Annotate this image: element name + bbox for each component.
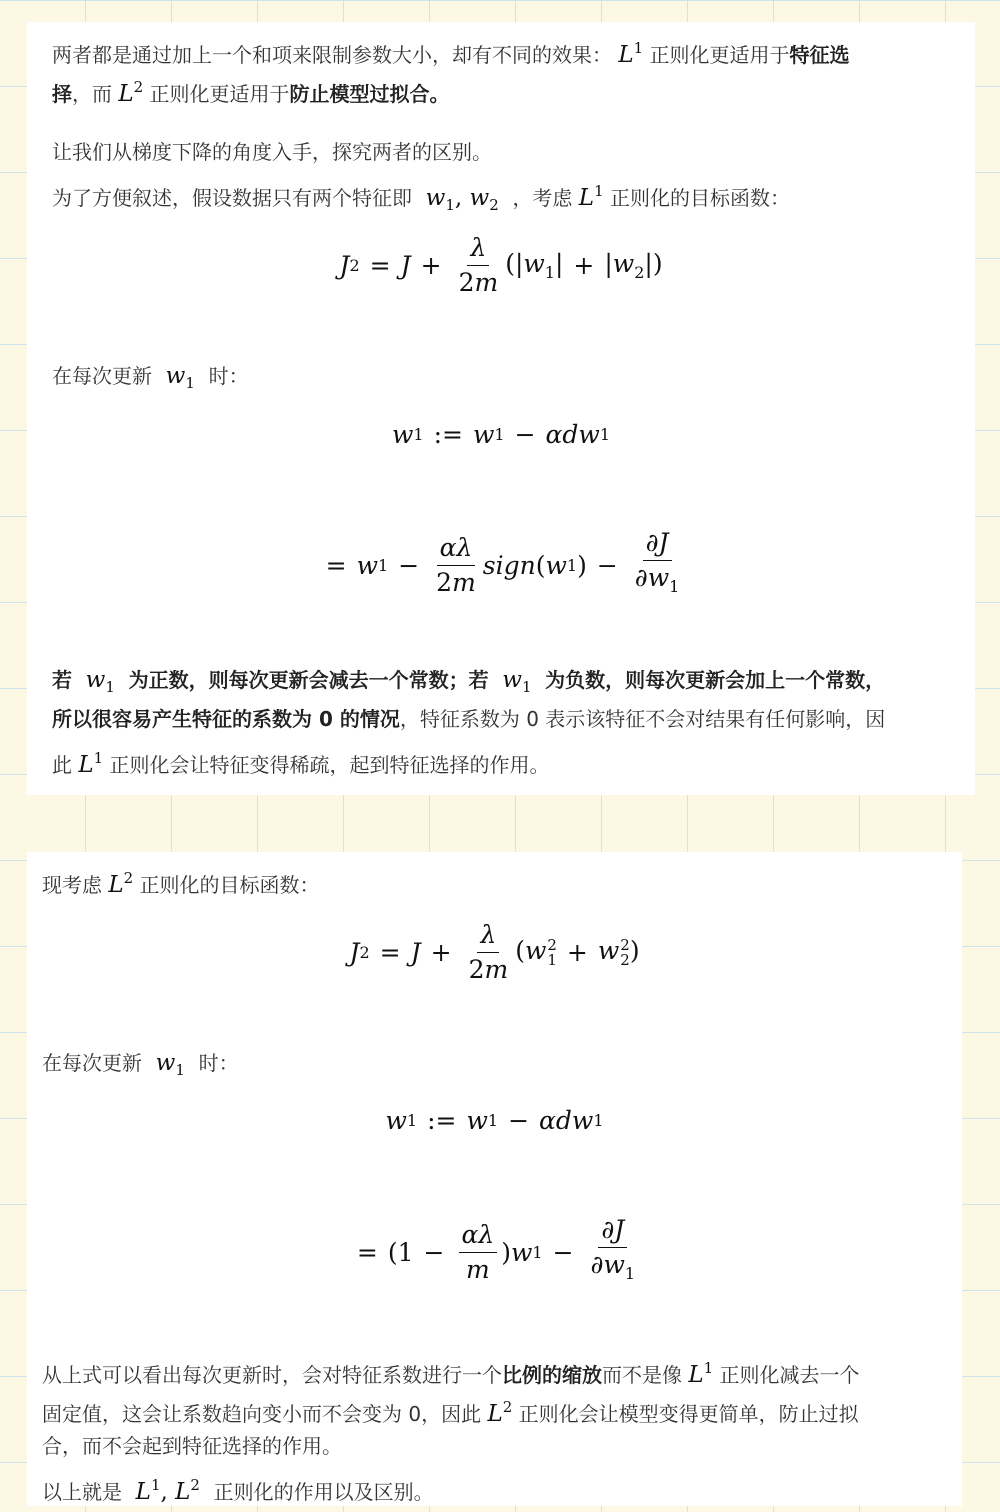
paragraph-update: 在每次更新 $w_1$ 时： [52,363,249,392]
equation-gradient-step-2: w 1 := w 1 − αdw 1 [385,1105,604,1135]
math-l1: $L^1$ [618,39,644,68]
paragraph-intro-cont: 择，而 $L^2$ 正则化更适用于防止模型过拟合。 [52,78,450,107]
equation-l2-update: = (1 − $\frac{\alpha\lambda}{m}$ ) w 1 − $\frac{\partial J}{\partial w_1}$ [356,1215,636,1284]
equation-l2-objective: J 2 = J + $\frac{\lambda}{2m}$ (w 2 1 + w 2 2 ) [349,919,640,984]
paragraph-assumption: 为了方便叙述，假设数据只有两个特征即 $w_1$, $w_2$ ，考虑 $L^1$ 正则化的目标函数： [52,182,790,214]
math-l1: $L^1$ [688,1359,714,1388]
paragraph-conclusion-l1-cont: 所以很容易产生特征的系数为 0 的情况，特征系数为 0 表示该特征不会对结果有任何影响，因 [52,707,886,731]
content-card-l1 [27,22,975,795]
math-l2: $L^2$ [487,1398,513,1427]
paragraph-summary: 以上就是 $L^1$, $L^2$ 正则化的作用以及区别。 [42,1476,434,1505]
math-l1: $L^1$ [578,182,604,211]
paragraph-conclusion-l2-cont: 固定值，这会让系数趋向变小而不会变为 0，因此 $L^2$ 正则化会让模型变得更简单，防止过拟 [42,1398,859,1427]
paragraph-conclusion-l1-end: 此 $L^1$ 正则化会让特征变得稀疏，起到特征选择的作用。 [52,749,550,778]
paragraph-intro: 两者都是通过加上一个和项来限制参数大小，却有不同的效果： $L^1$ 正则化更适用于特征选 [52,39,850,68]
math-w1-w2: $w_1$, $w_2$ [418,185,499,214]
math-l1-l2: $L^1$, $L^2$ [128,1476,200,1505]
paragraph-conclusion-l2-end: 合，而不会起到特征选择的作用。 [42,1434,342,1458]
math-l2: $L^2$ [108,869,134,898]
paragraph-conclusion-l2: 从上式可以看出每次更新时，会对特征系数进行一个比例的缩放而不是像 $L^1$ 正则化减去一个 [42,1359,860,1388]
content-card-l2 [27,852,962,1506]
math-l2: $L^2$ [118,78,144,107]
paragraph-l2-objective: 现考虑 $L^2$ 正则化的目标函数： [42,869,320,898]
paragraph-l2-update: 在每次更新 $w_1$ 时： [42,1050,239,1079]
paragraph-conclusion-l1: 若 $w_1$ 为正数，则每次更新会减去一个常数；若 $w_1$ 为负数，则每次更新会加上一个常数， [52,667,886,696]
equation-l1-update: = w 1 − $\frac{\alpha\lambda}{2m}$ sign ( w 1 ) − $\frac{\partial J}{\partial w_1}$ [325,528,680,597]
math-w1: $w_1$ [494,667,532,696]
equation-l1-objective: J 2 = J + $\frac{\lambda}{2m}$ ($|w_1|$ + $|w_2|$) [339,232,663,297]
paragraph-approach: 让我们从梯度下降的角度入手，探究两者的区别。 [52,140,492,164]
equation-gradient-step: w 1 := w 1 − αdw 1 [392,419,610,449]
math-w1: $w_1$ [78,667,115,696]
math-w1: $w_1$ [158,363,195,392]
math-w1: $w_1$ [148,1050,185,1079]
math-l1: $L^1$ [78,749,104,778]
